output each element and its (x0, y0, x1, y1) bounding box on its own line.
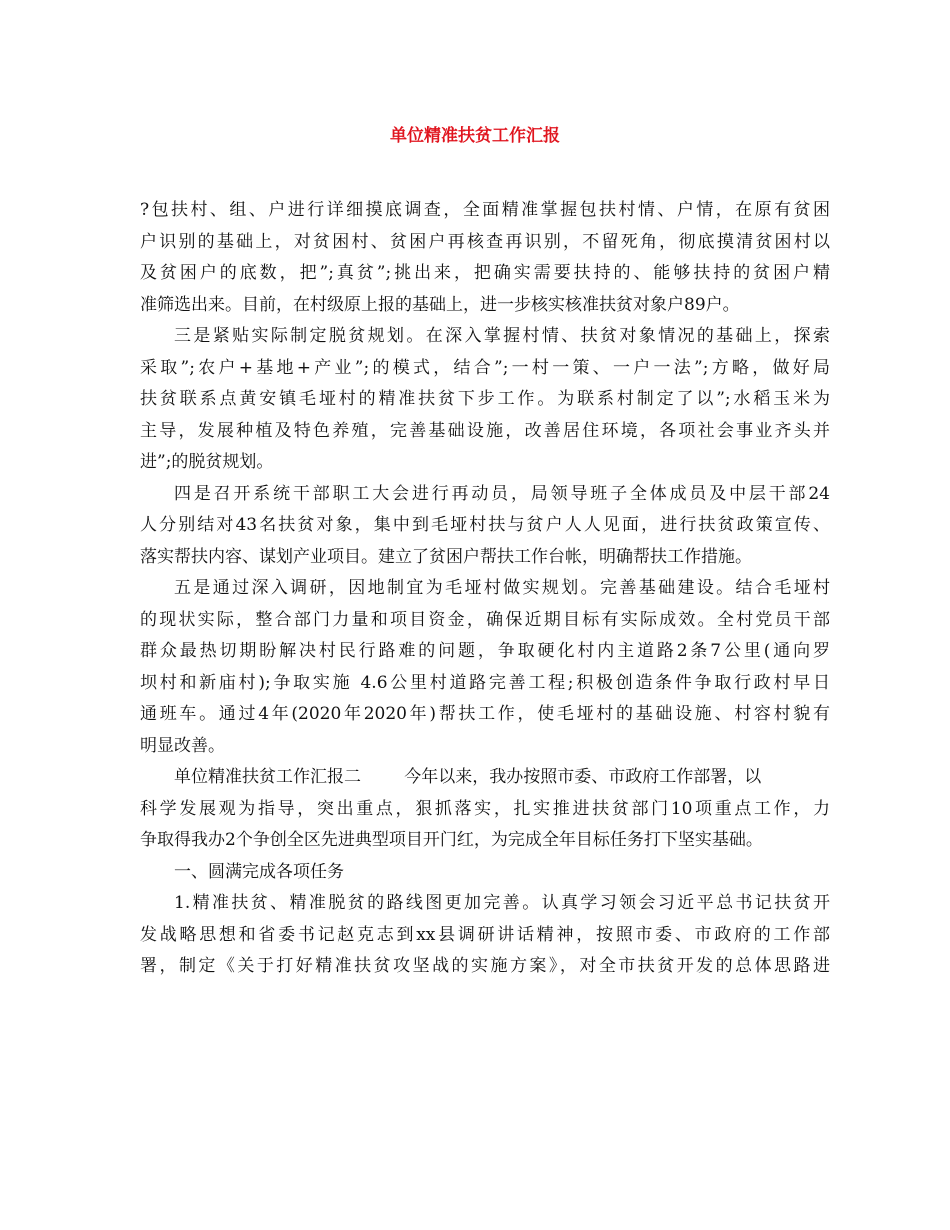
document-line: 及贫困户的底数，把”;真贫”;挑出来，把确实需要扶持的、能够扶持的贫困户精 (140, 263, 830, 283)
document-line: 明显改善。 (140, 735, 225, 756)
document-line: 主导，发展种植及特色养殖，完善基础设施，改善居住环境，各项社会事业齐头并 (140, 420, 830, 441)
document-line: 扶贫联系点黄安镇毛垭村的精准扶贫下步工作。为联系村制定了以”;水稻玉米为 (140, 389, 830, 409)
document-line: 采取”;农户+基地+产业”;的模式，结合”;一村一策、一户一法”;方略，做好局 (140, 357, 830, 378)
document-line: 科学发展观为指导，突出重点，狠抓落实，扎实推进扶贫部门10项重点工作，力 (140, 798, 830, 819)
document-line: 四是召开系统干部职工大会进行再动员，局领导班子全体成员及中层干部24 (174, 483, 830, 504)
document-line: 坝村和新庙村);争取实施 4.6公里村道路完善工程;积极创造条件争取行政村早日 (140, 672, 830, 693)
document-line: 准筛选出来。目前，在村级原上报的基础上，进一步核实核准扶贫对象户89户。 (140, 294, 740, 315)
document-line: 进”;的脱贫规划。 (140, 452, 274, 472)
document-title: 单位精准扶贫工作汇报 (390, 126, 560, 146)
document-body (140, 195, 830, 983)
document-line: 通班车。通过4年(2020年2020年)帮扶工作，使毛垭村的基础设施、村容村貌有 (140, 704, 830, 724)
document-line: 三是紧贴实际制定脱贫规划。在深入掌握村情、扶贫对象情况的基础上，探索 (174, 326, 830, 346)
document-line: 单位精准扶贫工作汇报二 今年以来，我办按照市委、市政府工作部署，以 (174, 767, 762, 787)
document-line: 1.精准扶贫、精准脱贫的路线图更加完善。认真学习领会习近平总书记扶贫开 (174, 893, 830, 913)
document-line: 署，制定《关于打好精准扶贫攻坚战的实施方案》，对全市扶贫开发的总体思路进 (140, 956, 830, 976)
document-line: 五是通过深入调研，因地制宜为毛垭村做实规划。完善基础建设。结合毛垭村 (174, 578, 830, 598)
document-line: ?包扶村、组、户进行详细摸底调查，全面精准掌握包扶村情、户情，在原有贫困 (140, 200, 830, 220)
document-line: 人分别结对43名扶贫对象，集中到毛垭村扶与贫户人人见面，进行扶贫政策宣传、 (140, 515, 830, 535)
document-line: 的现状实际，整合部门力量和项目资金，确保近期目标有实际成效。全村党员干部 (140, 609, 830, 630)
document-line: 群众最热切期盼解决村民行路难的问题，争取硬化村内主道路2条7公里(通向罗 (140, 641, 830, 661)
document-line: 一、圆满完成各项任务 (174, 861, 344, 882)
document-line: 户识别的基础上，对贫困村、贫困户再核查再识别，不留死角，彻底摸清贫困村以 (140, 231, 830, 252)
document-line: 落实帮扶内容、谋划产业项目。建立了贫困户帮扶工作台帐，明确帮扶工作措施。 (140, 546, 752, 567)
document-line: 争取得我办2个争创全区先进典型项目开门红，为完成全年目标任务打下坚实基础。 (140, 830, 763, 850)
document-line: 发战略思想和省委书记赵克志到xx县调研讲话精神，按照市委、市政府的工作部 (140, 924, 830, 945)
